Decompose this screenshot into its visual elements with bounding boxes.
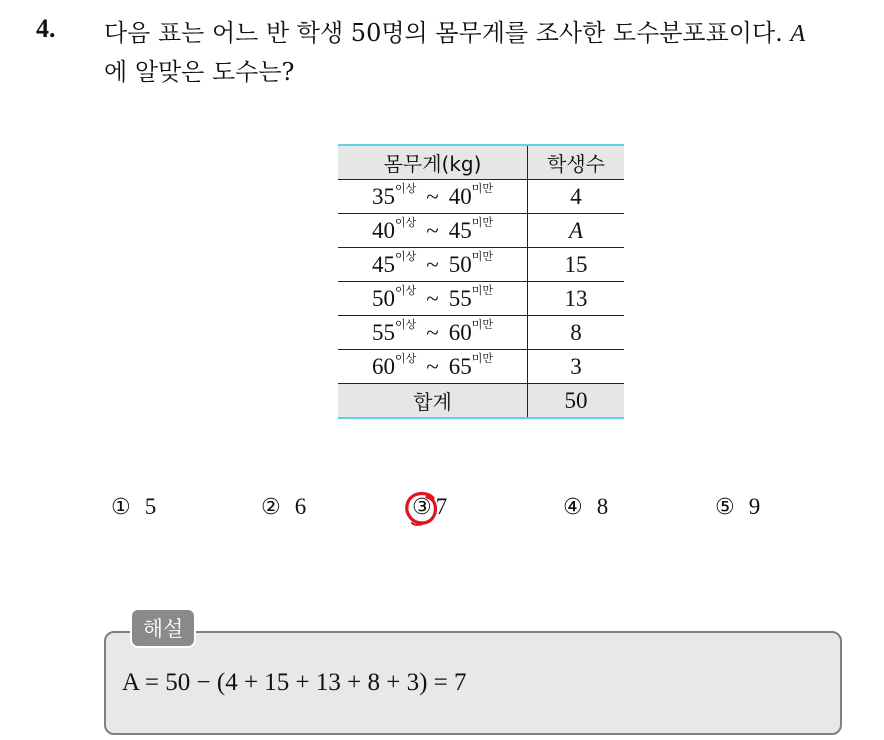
choice-1[interactable] (111, 494, 156, 520)
header-weight: 몸무게(kg) (338, 145, 528, 180)
table-row (338, 180, 624, 214)
weight-range: $55^{이상}$ ~ $60^{미만}$ (372, 318, 493, 345)
total-label: 합계 (338, 384, 528, 419)
choice-mark: ① (111, 494, 131, 520)
weight-range: $35^{이상}$ ~ $40^{미만}$ (372, 182, 493, 209)
weight-range: $50^{이상}$ ~ $55^{미만}$ (372, 284, 493, 311)
weight-range: $40^{이상}$ ~ $45^{미만}$ (372, 216, 493, 243)
choice-value: 7 (435, 494, 448, 519)
student-count-unknown: A (568, 217, 584, 243)
question-text (104, 14, 864, 91)
question-text-end: 에 알맞은 도수는? (104, 58, 295, 86)
table-row (338, 282, 624, 316)
header-students: 학생수 (528, 145, 625, 180)
table-row (338, 316, 624, 350)
question-number: 4. (36, 14, 56, 43)
student-count: 4 (570, 183, 582, 209)
choice-mark: ② (261, 494, 281, 520)
choice-value: 6 (294, 494, 307, 519)
question-text-main: 다음 표는 어느 반 학생 50명의 몸무게를 조사한 도수분포표이다. (104, 19, 783, 47)
choice-5[interactable] (715, 494, 760, 520)
table-row (338, 214, 624, 248)
solution-formula: A = 50 − (4 + 15 + 13 + 8 + 3) = 7 (122, 669, 467, 696)
choice-mark: ③ (412, 494, 432, 520)
table-header-row (338, 145, 624, 180)
weight-range: $60^{이상}$ ~ $65^{미만}$ (372, 352, 493, 379)
frequency-table (338, 144, 624, 419)
choice-mark: ⑤ (715, 494, 735, 520)
weight-range: $45^{이상}$ ~ $50^{미만}$ (372, 250, 493, 277)
table-row (338, 248, 624, 282)
table-total-row (338, 384, 624, 419)
choice-mark: ④ (563, 494, 583, 520)
choice-value: 8 (596, 494, 609, 519)
question-variable: A (790, 21, 806, 47)
choice-3[interactable] (412, 494, 447, 520)
student-count: 8 (570, 319, 582, 345)
student-count: 13 (564, 285, 588, 311)
table-row (338, 350, 624, 384)
total-count: 50 (564, 387, 588, 413)
solution-tag: 해설 (130, 608, 196, 648)
choice-2[interactable] (261, 494, 306, 520)
choice-value: 9 (748, 494, 761, 519)
choice-4[interactable] (563, 494, 608, 520)
student-count: 3 (570, 353, 582, 379)
student-count: 15 (564, 251, 588, 277)
choice-value: 5 (144, 494, 157, 519)
